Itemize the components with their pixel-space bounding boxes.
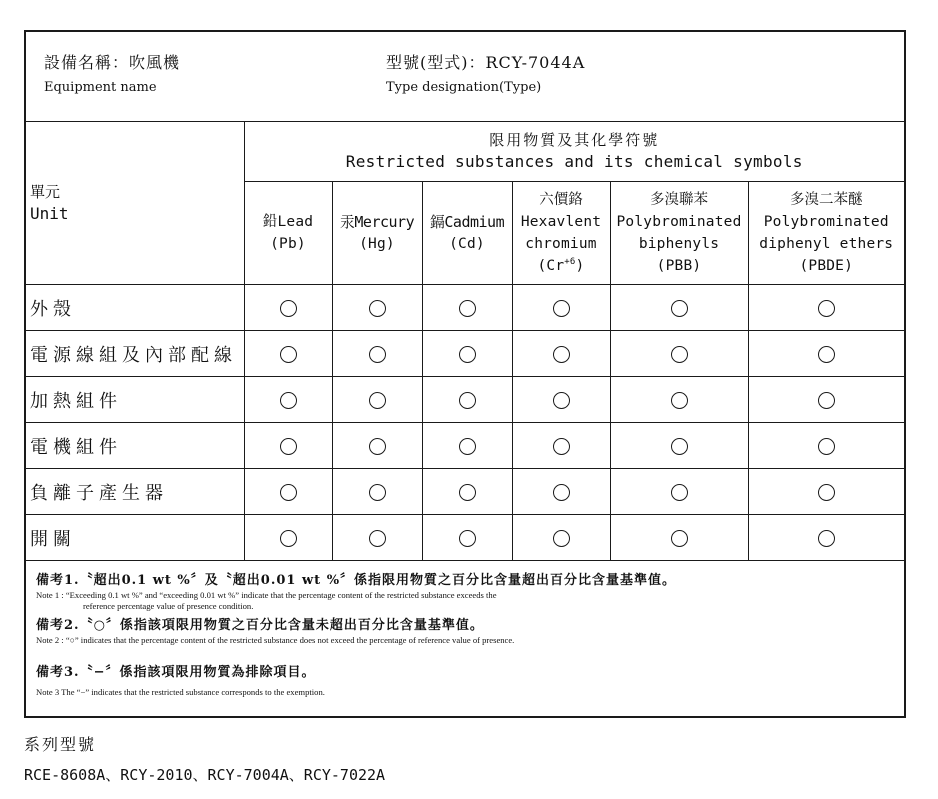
substance-status-cell: [332, 377, 422, 423]
not-exceeding-circle-mark: [369, 300, 386, 317]
substance-status-cell: [244, 423, 332, 469]
not-exceeding-circle-mark: [369, 346, 386, 363]
substance-status-cell: [422, 469, 512, 515]
substance-status-cell: [748, 377, 904, 423]
substance-status-cell: [422, 515, 512, 561]
substance-status-cell: [748, 469, 904, 515]
note-2: [36, 617, 514, 646]
unit-name-cell: 開關: [26, 515, 244, 561]
not-exceeding-circle-mark: [671, 484, 688, 501]
column-cadmium-symbol: (Cd): [449, 236, 485, 252]
note-3-en: Note 3 The “−” indicates that the restricted substance corresponds to the exemption.: [36, 687, 325, 697]
column-lead: [244, 182, 332, 285]
not-exceeding-circle-mark: [369, 438, 386, 455]
table-row: [26, 423, 904, 469]
not-exceeding-circle-mark: [280, 392, 297, 409]
note-3: [36, 664, 325, 698]
column-pbb-symbol: (PBB): [656, 258, 702, 274]
not-exceeding-circle-mark: [818, 484, 835, 501]
not-exceeding-circle-mark: [369, 530, 386, 547]
column-hexavalent-chromium: [512, 182, 610, 285]
column-pbde-symbol: (PBDE): [799, 258, 854, 274]
substance-status-cell: [332, 285, 422, 331]
not-exceeding-circle-mark: [459, 300, 476, 317]
substance-status-cell: [244, 515, 332, 561]
substance-status-cell: [512, 285, 610, 331]
substance-status-cell: [422, 331, 512, 377]
type-designation-en: Type designation(Type): [386, 80, 542, 95]
unit-name-cell: 外殼: [26, 285, 244, 331]
unit-header: [26, 121, 244, 285]
substance-status-cell: [244, 377, 332, 423]
substance-status-cell: [512, 515, 610, 561]
not-exceeding-circle-mark: [369, 484, 386, 501]
not-exceeding-circle-mark: [369, 392, 386, 409]
not-exceeding-circle-mark: [459, 392, 476, 409]
not-exceeding-circle-mark: [459, 484, 476, 501]
chromium-symbol-base: (Cr: [537, 258, 565, 274]
series-models-label: 系列型號: [24, 735, 97, 754]
not-exceeding-circle-mark: [280, 484, 297, 501]
substance-status-cell: [610, 377, 748, 423]
rohs-declaration-frame: [24, 30, 906, 718]
not-exceeding-circle-mark: [818, 438, 835, 455]
column-hexavalent-chromium-symbol: [513, 255, 610, 277]
substance-status-cell: [332, 515, 422, 561]
substance-status-cell: [422, 423, 512, 469]
not-exceeding-circle-mark: [818, 300, 835, 317]
table-row: [26, 515, 904, 561]
substances-group-header: [244, 121, 904, 182]
column-hexavalent-chromium-en1: Hexavlent: [520, 214, 602, 230]
column-pbb: [610, 182, 748, 285]
column-pbb-en2: biphenyls: [638, 236, 720, 252]
substance-status-cell: [610, 423, 748, 469]
substance-status-cell: [512, 377, 610, 423]
unit-name-cell: 加熱組件: [26, 377, 244, 423]
not-exceeding-circle-mark: [459, 438, 476, 455]
not-exceeding-circle-mark: [671, 530, 688, 547]
type-designation-block: [386, 52, 585, 98]
column-pbde-zh: 多溴二苯醚: [790, 192, 863, 208]
substance-status-cell: [512, 469, 610, 515]
table-row: [26, 285, 904, 331]
column-pbde: [748, 182, 904, 285]
substance-status-cell: [332, 469, 422, 515]
substance-status-cell: [748, 515, 904, 561]
restricted-substances-table: [26, 121, 904, 561]
chromium-symbol-end: ): [575, 258, 585, 274]
substance-status-cell: [512, 331, 610, 377]
note-1-en-line2: reference percentage value of presence condition.: [83, 601, 254, 611]
not-exceeding-circle-mark: [553, 346, 570, 363]
substance-status-cell: [610, 515, 748, 561]
not-exceeding-circle-mark: [280, 438, 297, 455]
not-exceeding-circle-mark: [671, 346, 688, 363]
substance-status-cell: [244, 331, 332, 377]
note-2-en: Note 2 : “○” indicates that the percentage content of the restricted substance does not exceed the percentage of reference value of presence.: [36, 635, 515, 645]
not-exceeding-circle-mark: [553, 300, 570, 317]
substances-group-en: Restricted substances and its chemical symbols: [345, 152, 803, 171]
column-pbde-en1: Polybrominated: [763, 214, 889, 230]
substance-status-cell: [332, 423, 422, 469]
substance-status-cell: [332, 331, 422, 377]
not-exceeding-circle-mark: [280, 300, 297, 317]
note-1-zh: 備考1.〝超出0.1 wt %〞及〝超出0.01 wt %〞係指限用物質之百分比含量超出百分比含量基準值。: [36, 573, 677, 588]
equipment-name-zh: 設備名稱：吹風機: [44, 53, 181, 72]
notes-section: [26, 560, 904, 716]
equipment-name-en: Equipment name: [44, 80, 157, 95]
note-2-zh: 備考2.〝○〞係指該項限用物質之百分比含量未超出百分比含量基準值。: [36, 618, 484, 633]
note-1: [36, 572, 676, 612]
substance-status-cell: [610, 469, 748, 515]
note-1-en: [36, 590, 676, 612]
substance-status-cell: [748, 331, 904, 377]
not-exceeding-circle-mark: [553, 392, 570, 409]
equipment-header: [26, 32, 904, 122]
not-exceeding-circle-mark: [280, 530, 297, 547]
table-row: [26, 469, 904, 515]
unit-header-zh: 單元: [30, 182, 61, 201]
column-mercury: [332, 182, 422, 285]
column-pbb-zh: 多溴聯苯: [650, 192, 708, 208]
not-exceeding-circle-mark: [671, 392, 688, 409]
not-exceeding-circle-mark: [553, 530, 570, 547]
column-pbb-en1: Polybrominated: [616, 214, 742, 230]
substance-status-cell: [748, 285, 904, 331]
not-exceeding-circle-mark: [671, 300, 688, 317]
substance-status-cell: [610, 331, 748, 377]
column-mercury-name: 汞Mercury: [339, 213, 415, 231]
not-exceeding-circle-mark: [553, 438, 570, 455]
type-designation-zh: 型號(型式)：RCY-7044A: [386, 53, 586, 72]
equipment-name-block: [44, 52, 180, 98]
not-exceeding-circle-mark: [818, 530, 835, 547]
note-3-zh: 備考3.〝−〞係指該項限用物質為排除項目。: [36, 665, 316, 680]
substance-status-cell: [512, 423, 610, 469]
table-row: [26, 331, 904, 377]
substances-group-zh: 限用物質及其化學符號: [489, 131, 660, 149]
column-pbde-en2: diphenyl ethers: [759, 236, 894, 252]
substance-status-cell: [610, 285, 748, 331]
column-cadmium: [422, 182, 512, 285]
not-exceeding-circle-mark: [459, 530, 476, 547]
column-mercury-symbol: (Hg): [359, 236, 395, 252]
substance-status-cell: [244, 285, 332, 331]
substance-status-cell: [748, 423, 904, 469]
not-exceeding-circle-mark: [818, 392, 835, 409]
not-exceeding-circle-mark: [671, 438, 688, 455]
chromium-symbol-charge: +6: [564, 257, 576, 268]
column-lead-name: 鉛Lead: [262, 214, 314, 230]
note-1-en-line1: Note 1 : “Exceeding 0.1 wt %” and “exceeding 0.01 wt %” indicate that the percentage content of the restricted substance exceeds the: [36, 590, 497, 600]
unit-name-cell: 電機組件: [26, 423, 244, 469]
column-hexavalent-chromium-zh: 六價鉻: [539, 192, 583, 208]
not-exceeding-circle-mark: [553, 484, 570, 501]
table-row: [26, 377, 904, 423]
unit-name-cell: 電源線組及內部配線: [26, 331, 244, 377]
substance-status-cell: [244, 469, 332, 515]
not-exceeding-circle-mark: [818, 346, 835, 363]
unit-rows: [26, 285, 904, 561]
substance-status-cell: [422, 285, 512, 331]
column-lead-symbol: (Pb): [270, 236, 306, 252]
series-models-list: RCE-8608A、RCY-2010、RCY-7004A、RCY-7022A: [24, 766, 386, 784]
not-exceeding-circle-mark: [459, 346, 476, 363]
not-exceeding-circle-mark: [280, 346, 297, 363]
unit-name-cell: 負離子產生器: [26, 469, 244, 515]
unit-header-en: Unit: [30, 203, 69, 223]
column-cadmium-name: 鎘Cadmium: [429, 213, 505, 231]
substance-status-cell: [422, 377, 512, 423]
column-hexavalent-chromium-en2: chromium: [525, 236, 597, 252]
